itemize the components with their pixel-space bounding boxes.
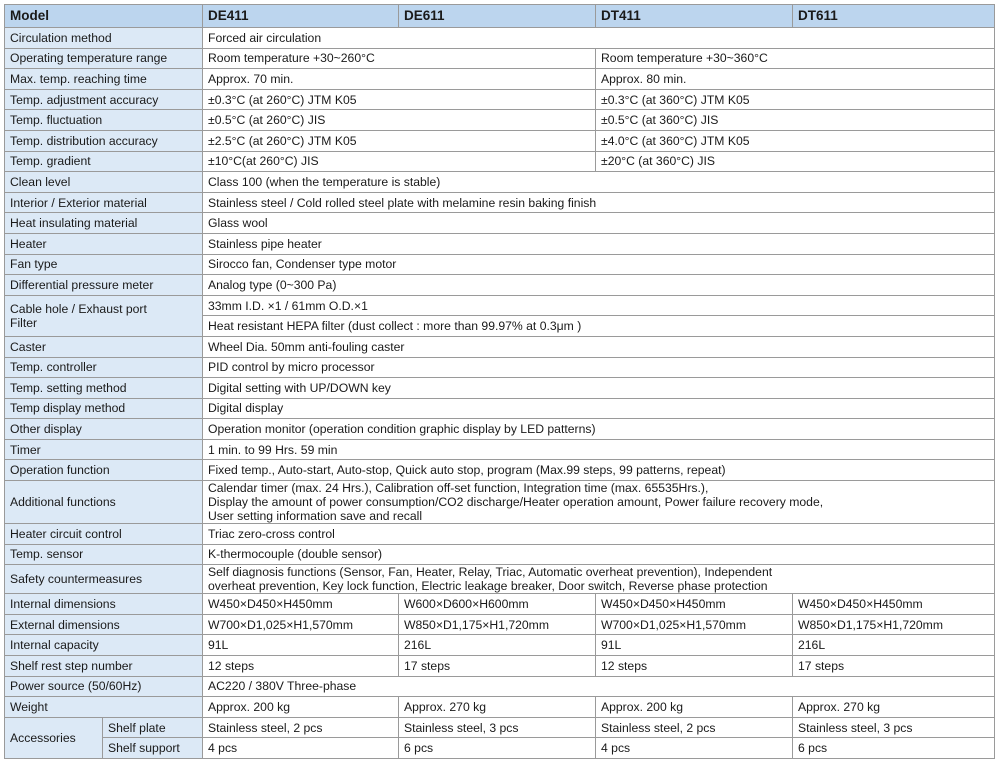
header-row <box>5 5 995 28</box>
cell-dt411: 4 pcs <box>596 738 793 759</box>
cell-dt411: W450×D450×H450mm <box>596 594 793 615</box>
row-value: Stainless pipe heater <box>203 233 995 254</box>
cell-de411: Approx. 200 kg <box>203 697 399 718</box>
row-value: Operation monitor (operation condition graphic display by LED patterns) <box>203 419 995 440</box>
safety-line: overheat prevention, Key lock function, Electric leakage breaker, Door switch, Reverse phase protection <box>208 579 768 594</box>
cell-dt611: W450×D450×H450mm <box>793 594 995 615</box>
table-row <box>5 460 995 481</box>
cell-dt611: W850×D1,175×H1,720mm <box>793 614 995 635</box>
row-label: Heater <box>5 233 203 254</box>
cell-de611: W600×D600×H600mm <box>399 594 596 615</box>
row-label: Operation function <box>5 460 203 481</box>
table-row <box>5 295 995 316</box>
cell-dt611: 6 pcs <box>793 738 995 759</box>
table-row <box>5 717 995 738</box>
row-value-dt: Room temperature +30~360°C <box>596 48 995 69</box>
table-row <box>5 28 995 49</box>
row-label: External dimensions <box>5 614 203 635</box>
row-value-de: Room temperature +30~260°C <box>203 48 596 69</box>
row-value-de: ±0.5°C (at 260°C) JIS <box>203 110 596 131</box>
table-row <box>5 738 995 759</box>
table-row <box>5 172 995 193</box>
cell-de411: 12 steps <box>203 656 399 677</box>
additional-line: User setting information save and recall <box>208 509 423 524</box>
table-row <box>5 213 995 234</box>
row-label: Shelf rest step number <box>5 656 203 677</box>
additional-line: Calendar timer (max. 24 Hrs.), Calibration off-set function, Integration time (max. 65535Hrs.), <box>208 481 709 496</box>
row-value-de: ±2.5°C (at 260°C) JTM K05 <box>203 130 596 151</box>
table-row <box>5 635 995 656</box>
row-value-dt: Approx. 80 min. <box>596 69 995 90</box>
cell-de411: W450×D450×H450mm <box>203 594 399 615</box>
table-row <box>5 697 995 718</box>
row-label: Heat insulating material <box>5 213 203 234</box>
row-label: Operating temperature range <box>5 48 203 69</box>
cell-de611: 6 pcs <box>399 738 596 759</box>
cell-de611: Approx. 270 kg <box>399 697 596 718</box>
row-label: Safety countermeasures <box>5 565 203 594</box>
spec-table <box>4 4 995 759</box>
cell-de611: Stainless steel, 3 pcs <box>399 717 596 738</box>
cell-de411: W700×D1,025×H1,570mm <box>203 614 399 635</box>
table-row <box>5 336 995 357</box>
cell-dt411: Approx. 200 kg <box>596 697 793 718</box>
row-label: Max. temp. reaching time <box>5 69 203 90</box>
header-model: Model <box>5 5 203 28</box>
row-value: Stainless steel / Cold rolled steel plate with melamine resin baking finish <box>203 192 995 213</box>
table-row <box>5 594 995 615</box>
row-label: Temp. gradient <box>5 151 203 172</box>
cell-de611: 216L <box>399 635 596 656</box>
row-value: 33mm I.D. ×1 / 61mm O.D.×1 <box>203 295 995 316</box>
safety-line: Self diagnosis functions (Sensor, Fan, Heater, Relay, Triac, Automatic overheat prevention), Independent <box>208 565 773 580</box>
table-row <box>5 481 995 524</box>
table-row <box>5 69 995 90</box>
table-row <box>5 524 995 545</box>
table-row <box>5 89 995 110</box>
row-value: Fixed temp., Auto-start, Auto-stop, Quick auto stop, program (Max.99 steps, 99 patterns, repeat) <box>203 460 995 481</box>
row-label: Internal capacity <box>5 635 203 656</box>
cell-dt411: 12 steps <box>596 656 793 677</box>
row-value: K-thermocouple (double sensor) <box>203 544 995 565</box>
additional-line: Display the amount of power consumption/CO2 discharge/Heater operation amount, Power failure recovery mode, <box>208 495 824 510</box>
row-value-dt: ±0.5°C (at 360°C) JIS <box>596 110 995 131</box>
row-label: Interior / Exterior material <box>5 192 203 213</box>
row-value: AC220 / 380V Three-phase <box>203 676 995 697</box>
table-row <box>5 192 995 213</box>
row-value-dt: ±4.0°C (at 360°C) JTM K05 <box>596 130 995 151</box>
row-label: Temp. controller <box>5 357 203 378</box>
row-value-de: ±10°C(at 260°C) JIS <box>203 151 596 172</box>
table-row <box>5 544 995 565</box>
row-label: Power source (50/60Hz) <box>5 676 203 697</box>
cell-de411: 91L <box>203 635 399 656</box>
row-label: Heater circuit control <box>5 524 203 545</box>
row-label-accessories: Accessories <box>5 717 103 758</box>
row-label: Timer <box>5 439 203 460</box>
row-label: Temp. distribution accuracy <box>5 130 203 151</box>
table-row <box>5 656 995 677</box>
row-label: Other display <box>5 419 203 440</box>
row-value: Sirocco fan, Condenser type motor <box>203 254 995 275</box>
table-row <box>5 233 995 254</box>
table-row <box>5 676 995 697</box>
header-dt411: DT411 <box>596 5 793 28</box>
cell-de611: W850×D1,175×H1,720mm <box>399 614 596 635</box>
row-value: Forced air circulation <box>203 28 995 49</box>
row-label: Temp display method <box>5 398 203 419</box>
row-label: Fan type <box>5 254 203 275</box>
row-value-de: Approx. 70 min. <box>203 69 596 90</box>
row-label: Clean level <box>5 172 203 193</box>
table-row <box>5 614 995 635</box>
cell-de611: 17 steps <box>399 656 596 677</box>
filter-label: Filter <box>10 315 38 330</box>
row-label: Temp. fluctuation <box>5 110 203 131</box>
cable-hole-label: Cable hole / Exhaust port <box>10 301 147 316</box>
sub-label: Shelf plate <box>103 717 203 738</box>
row-value-dt: ±20°C (at 360°C) JIS <box>596 151 995 172</box>
row-value: Triac zero-cross control <box>203 524 995 545</box>
row-value: Heat resistant HEPA filter (dust collect : more than 99.97% at 0.3μm ) <box>203 316 995 337</box>
row-value: 1 min. to 99 Hrs. 59 min <box>203 439 995 460</box>
cell-dt611: Stainless steel, 3 pcs <box>793 717 995 738</box>
table-row <box>5 378 995 399</box>
table-row <box>5 357 995 378</box>
row-label: Additional functions <box>5 481 203 524</box>
table-row <box>5 151 995 172</box>
cell-de411: Stainless steel, 2 pcs <box>203 717 399 738</box>
row-label: Temp. adjustment accuracy <box>5 89 203 110</box>
row-value: Wheel Dia. 50mm anti-fouling caster <box>203 336 995 357</box>
header-dt611: DT611 <box>793 5 995 28</box>
row-value-multiline <box>203 565 995 594</box>
row-value: Glass wool <box>203 213 995 234</box>
table-row <box>5 275 995 296</box>
table-row <box>5 130 995 151</box>
row-label: Caster <box>5 336 203 357</box>
table-row <box>5 565 995 594</box>
header-de411: DE411 <box>203 5 399 28</box>
table-row <box>5 254 995 275</box>
table-row <box>5 48 995 69</box>
row-label: Internal dimensions <box>5 594 203 615</box>
row-label: Weight <box>5 697 203 718</box>
sub-label: Shelf support <box>103 738 203 759</box>
table-row <box>5 110 995 131</box>
row-value: Analog type (0~300 Pa) <box>203 275 995 296</box>
row-label-cable-filter <box>5 295 203 336</box>
cell-dt611: Approx. 270 kg <box>793 697 995 718</box>
header-de611: DE611 <box>399 5 596 28</box>
row-label: Temp. sensor <box>5 544 203 565</box>
cell-dt411: 91L <box>596 635 793 656</box>
row-label: Circulation method <box>5 28 203 49</box>
cell-dt611: 216L <box>793 635 995 656</box>
row-label: Temp. setting method <box>5 378 203 399</box>
row-value: Digital display <box>203 398 995 419</box>
table-row <box>5 398 995 419</box>
table-row <box>5 419 995 440</box>
row-value: Digital setting with UP/DOWN key <box>203 378 995 399</box>
row-label: Differential pressure meter <box>5 275 203 296</box>
row-value: Class 100 (when the temperature is stable) <box>203 172 995 193</box>
row-value: PID control by micro processor <box>203 357 995 378</box>
cell-de411: 4 pcs <box>203 738 399 759</box>
cell-dt411: Stainless steel, 2 pcs <box>596 717 793 738</box>
cell-dt411: W700×D1,025×H1,570mm <box>596 614 793 635</box>
row-value-dt: ±0.3°C (at 360°C) JTM K05 <box>596 89 995 110</box>
row-value-multiline <box>203 481 995 524</box>
row-value-de: ±0.3°C (at 260°C) JTM K05 <box>203 89 596 110</box>
cell-dt611: 17 steps <box>793 656 995 677</box>
table-row <box>5 439 995 460</box>
